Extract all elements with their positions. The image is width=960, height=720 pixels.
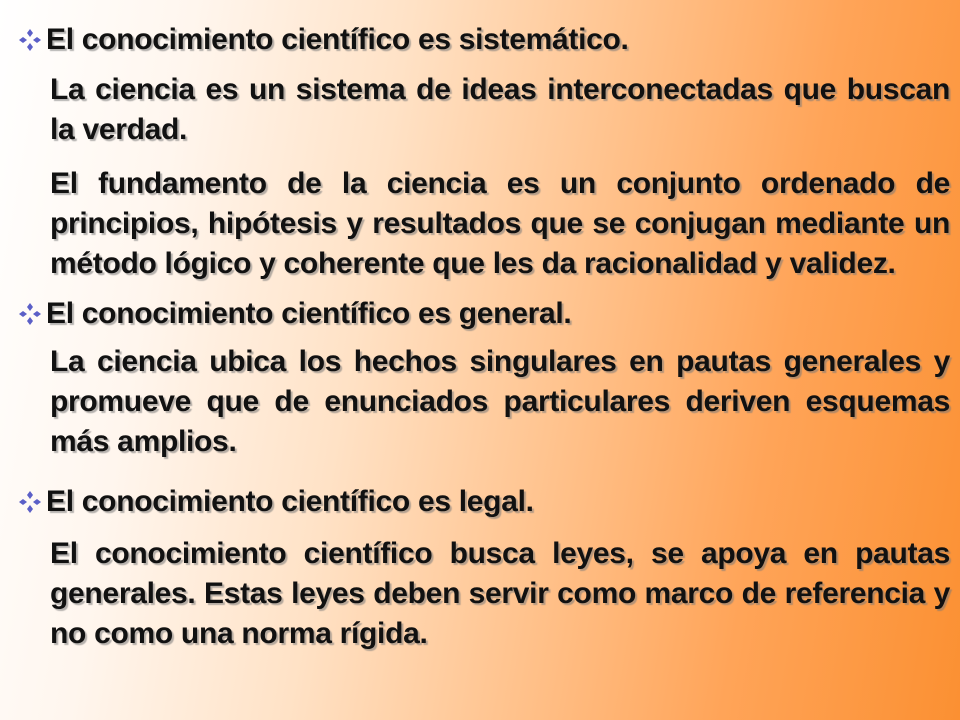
section-heading bbox=[18, 484, 950, 520]
section-general bbox=[18, 296, 950, 462]
four-diamond-bullet-icon bbox=[18, 302, 42, 326]
section-legal bbox=[18, 484, 950, 654]
four-diamond-bullet-icon bbox=[18, 28, 42, 52]
section-paragraph: La ciencia ubica los hechos singulares en pautas generales y promueve que de enunciados particulares deriven esquemas más amplios. bbox=[50, 345, 950, 458]
section-heading-text: El conocimiento científico es legal. bbox=[46, 485, 534, 518]
section-paragraph: El conocimiento científico busca leyes, se apoya en pautas generales. Estas leyes deben servir como marco de referencia y no como una norma rígida. bbox=[50, 537, 950, 650]
section-heading bbox=[18, 296, 950, 332]
section-heading-text: El conocimiento científico es general. bbox=[46, 297, 572, 330]
section-paragraph: El fundamento de la ciencia es un conjunto ordenado de principios, hipótesis y resultados que se conjugan mediante un método lógico y coherente que les da racionalidad y validez. bbox=[50, 167, 950, 280]
section-paragraph: La ciencia es un sistema de ideas interconectadas que buscan la verdad. bbox=[50, 73, 950, 146]
slide-content bbox=[18, 14, 950, 654]
section-heading bbox=[18, 22, 950, 58]
section-heading-text: El conocimiento científico es sistemático. bbox=[46, 23, 629, 56]
four-diamond-bullet-icon bbox=[18, 490, 42, 514]
section-sistematico bbox=[18, 22, 950, 284]
